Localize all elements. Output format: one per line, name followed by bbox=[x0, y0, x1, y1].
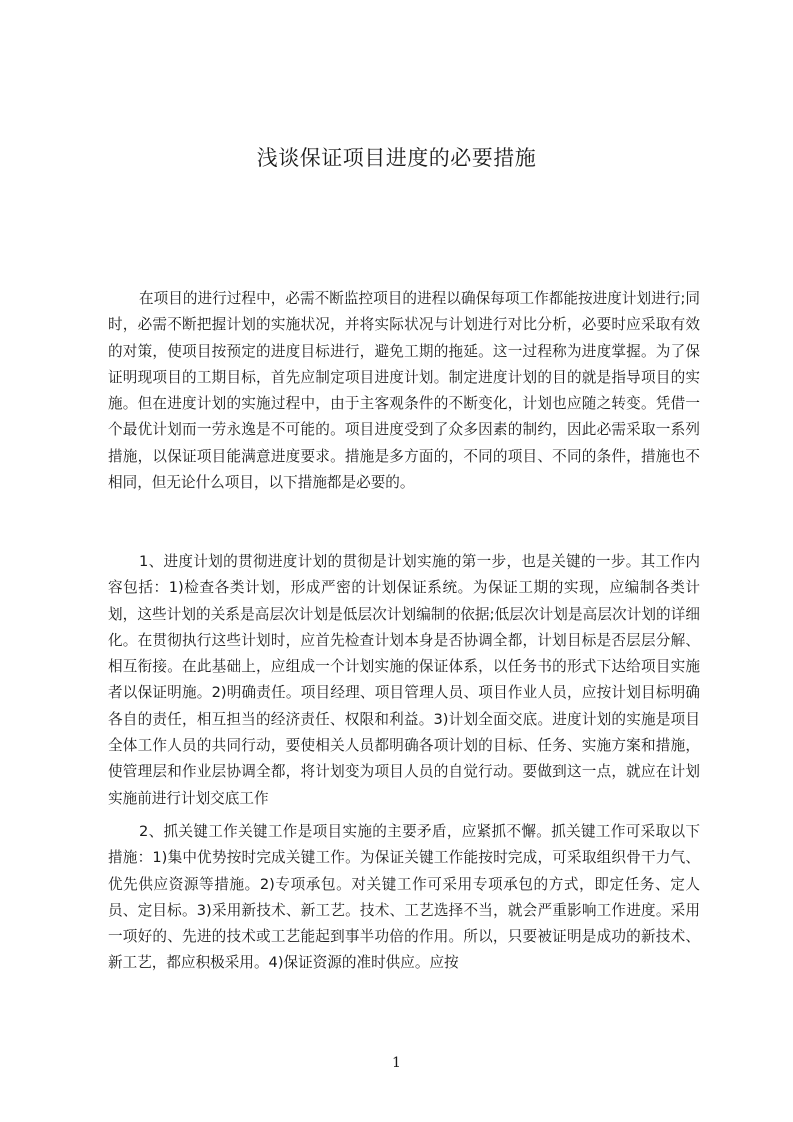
paragraph-key-work: 2、抓关键工作关键工作是项目实施的主要矛盾，应紧抓不懈。抓关键工作可采取以下措施：1)集中优势按时完成关键工作。为保证关键工作能按时完成，可采取组织骨干力气、优先供应资源等措施。2)专项承包。对关键工作可采用专项承包的方式，即定任务、定人员、定目标。3)采用新技术、新工艺。技术、工艺选择不当，就会严重影响工作进度。采用一项好的、先进的技术或工艺能起到事半功倍的作用。所以，只要被证明是成功的新技术、新工艺，都应积极采用。4)保证资源的准时供应。应按 bbox=[108, 823, 700, 972]
page-number: 1 bbox=[392, 1055, 401, 1071]
paragraph-intro: 在项目的进行过程中，必需不断监控项目的进程以确保每项工作都能按进度计划进行;同时，必需不断把握计划的实施状况，并将实际状况与计划进行对比分析，必要时应采取有效的对策，使项目按预定的进度目标进行，避免工期的拖延。这一过程称为进度掌握。为了保证明现项目的工期目标，首先应制定项目进度计划。制定进度计划的目的就是指导项目的实施。但在进度计划的实施过程中，由于主客观条件的不断变化，计划也应随之转变。凭借一个最优计划而一劳永逸是不可能的。项目进度受到了众多因素的制约，因此必需采取一系列措施，以保证项目能满意进度要求。措施是多方面的，不同的项目、不同的条件，措施也不相同，但无论什么项目，以下措施都是必要的。 bbox=[108, 290, 700, 492]
page-title: 浅谈保证项目进度的必要措施 bbox=[256, 146, 537, 170]
paragraph-plan-implementation: 1、进度计划的贯彻进度计划的贯彻是计划实施的第一步，也是关键的一步。其工作内容包括：1)检查各类计划，形成严密的计划保证系统。为保证工期的实现，应编制各类计划，这些计划的关系是高层次计划是低层次计划编制的依据;低层次计划是高层次计划的详细化。在贯彻执行这些计划时，应首先检查计划本身是否协调全都，计划目标是否层层分解、相互衔接。在此基础上，应组成一个计划实施的保证体系，以任务书的形式下达给项目实施者以保证明施。2)明确责任。项目经理、项目管理人员、项目作业人员，应按计划目标明确各自的责任，相互担当的经济责任、权限和利益。3)计划全面交底。进度计划的实施是项目全体工作人员的共同行动，要使相关人员都明确各项计划的目标、任务、实施方案和措施，使管理层和作业层协调全都，将计划变为项目人员的自觉行动。要做到这一点，就应在计划实施前进行计划交底工作 bbox=[108, 553, 700, 807]
